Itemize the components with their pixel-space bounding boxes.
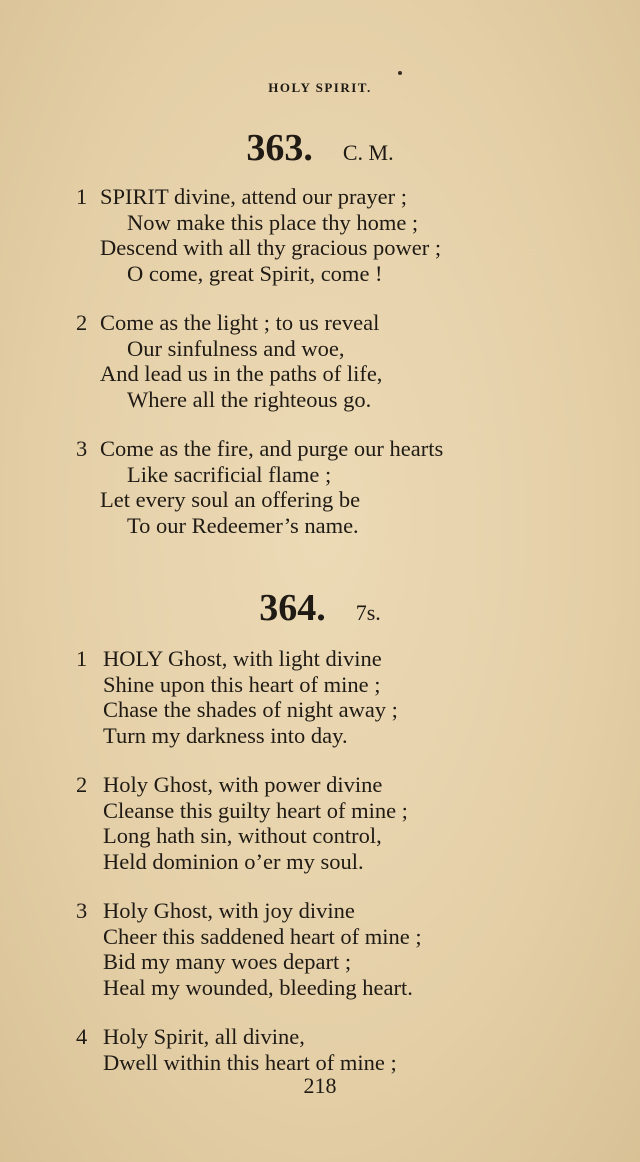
verse: [0, 184, 640, 286]
verse-number: 2: [76, 310, 88, 335]
verse-number: 3: [76, 898, 88, 923]
verse-line-text: Turn my darkness into day.: [103, 722, 348, 748]
page-number: 218: [303, 1073, 337, 1098]
verse-line-text: O come, great Spirit, come !: [127, 260, 383, 286]
verse-line-text: Bid my many woes depart ;: [103, 949, 352, 974]
verse: [0, 436, 640, 538]
verse-line: [0, 235, 640, 261]
verse-number: 4: [76, 1024, 88, 1049]
verse-line: [0, 1050, 640, 1076]
verse-line: [0, 646, 640, 672]
verse-line-text: Holy Spirit, all divine,: [103, 1024, 305, 1049]
verse: [0, 1024, 640, 1075]
verse-line: [0, 436, 640, 462]
verse-line-text: And lead us in the paths of life,: [100, 361, 383, 386]
verse-line: [0, 849, 640, 875]
verse-line: [0, 184, 640, 210]
verse-line-text: Now make this place thy home ;: [127, 209, 419, 235]
hymn-meter: 7s.: [355, 600, 381, 625]
verse-line-text: To our Redeemer’s name.: [127, 512, 359, 538]
verse-line: [0, 310, 640, 336]
verse-line-text: Held dominion o’er my soul.: [103, 848, 364, 874]
verse-line-text: Cleanse this guilty heart of mine ;: [103, 797, 408, 823]
verse-line: [0, 387, 640, 413]
verse-line-text: Come as the fire, and purge our hearts: [100, 436, 444, 461]
verse-line-text: SPIRIT divine, attend our prayer ;: [100, 184, 408, 209]
verse-line-text: HOLY Ghost, with light divine: [103, 646, 382, 671]
verse-line: [0, 723, 640, 749]
verse-line-text: Chase the shades of night away ;: [103, 697, 398, 722]
verse-line: [0, 672, 640, 698]
verse-number: 1: [76, 184, 88, 209]
verse-line-text: Let every soul an offering be: [100, 487, 361, 512]
verse: [0, 310, 640, 412]
verse-line: [0, 697, 640, 723]
verse-line: [0, 487, 640, 513]
verse-line-text: Cheer this saddened heart of mine ;: [103, 923, 422, 949]
verse-line: [0, 336, 640, 362]
verse-line-text: Come as the light ; to us reveal: [100, 310, 380, 335]
ink-speck: [398, 71, 402, 75]
verse-line-text: Our sinfulness and woe,: [127, 335, 345, 361]
running-head: HOLY SPIRIT.: [268, 80, 372, 95]
verse-line-text: Heal my wounded, bleeding heart.: [103, 974, 413, 1000]
verse-line-text: Holy Ghost, with joy divine: [103, 898, 355, 923]
verse-line: [0, 975, 640, 1001]
hymn-heading: [0, 586, 640, 630]
verse-line: [0, 823, 640, 849]
verse-line: [0, 949, 640, 975]
hymn-heading: [0, 126, 640, 170]
hymn-number: 364.: [259, 587, 326, 629]
verse-number: 3: [76, 436, 88, 461]
verse-line-text: Dwell within this heart of mine ;: [103, 1049, 397, 1075]
verse-line: [0, 772, 640, 798]
verse-line-text: Like sacrificial flame ;: [127, 461, 332, 487]
verse-line-text: Where all the righteous go.: [127, 386, 372, 412]
verse-line-text: Holy Ghost, with power divine: [103, 772, 383, 797]
verse-line-text: Shine upon this heart of mine ;: [103, 671, 381, 697]
verse-line-text: Long hath sin, without control,: [103, 823, 382, 848]
verse-line: [0, 361, 640, 387]
verse-line-text: Descend with all thy gracious power ;: [100, 235, 442, 260]
hymn-meter: C. M.: [342, 140, 394, 165]
verse-line: [0, 798, 640, 824]
verse: [0, 898, 640, 1000]
hymn-number: 363.: [246, 127, 313, 169]
verse-number: 2: [76, 772, 88, 797]
verse-line: [0, 924, 640, 950]
verse-line: [0, 1024, 640, 1050]
verse: [0, 772, 640, 874]
verse-line: [0, 898, 640, 924]
verse-line: [0, 210, 640, 236]
verse-line: [0, 261, 640, 287]
verse-line: [0, 462, 640, 488]
verse-number: 1: [76, 646, 88, 671]
verse-line: [0, 513, 640, 539]
verse: [0, 646, 640, 748]
